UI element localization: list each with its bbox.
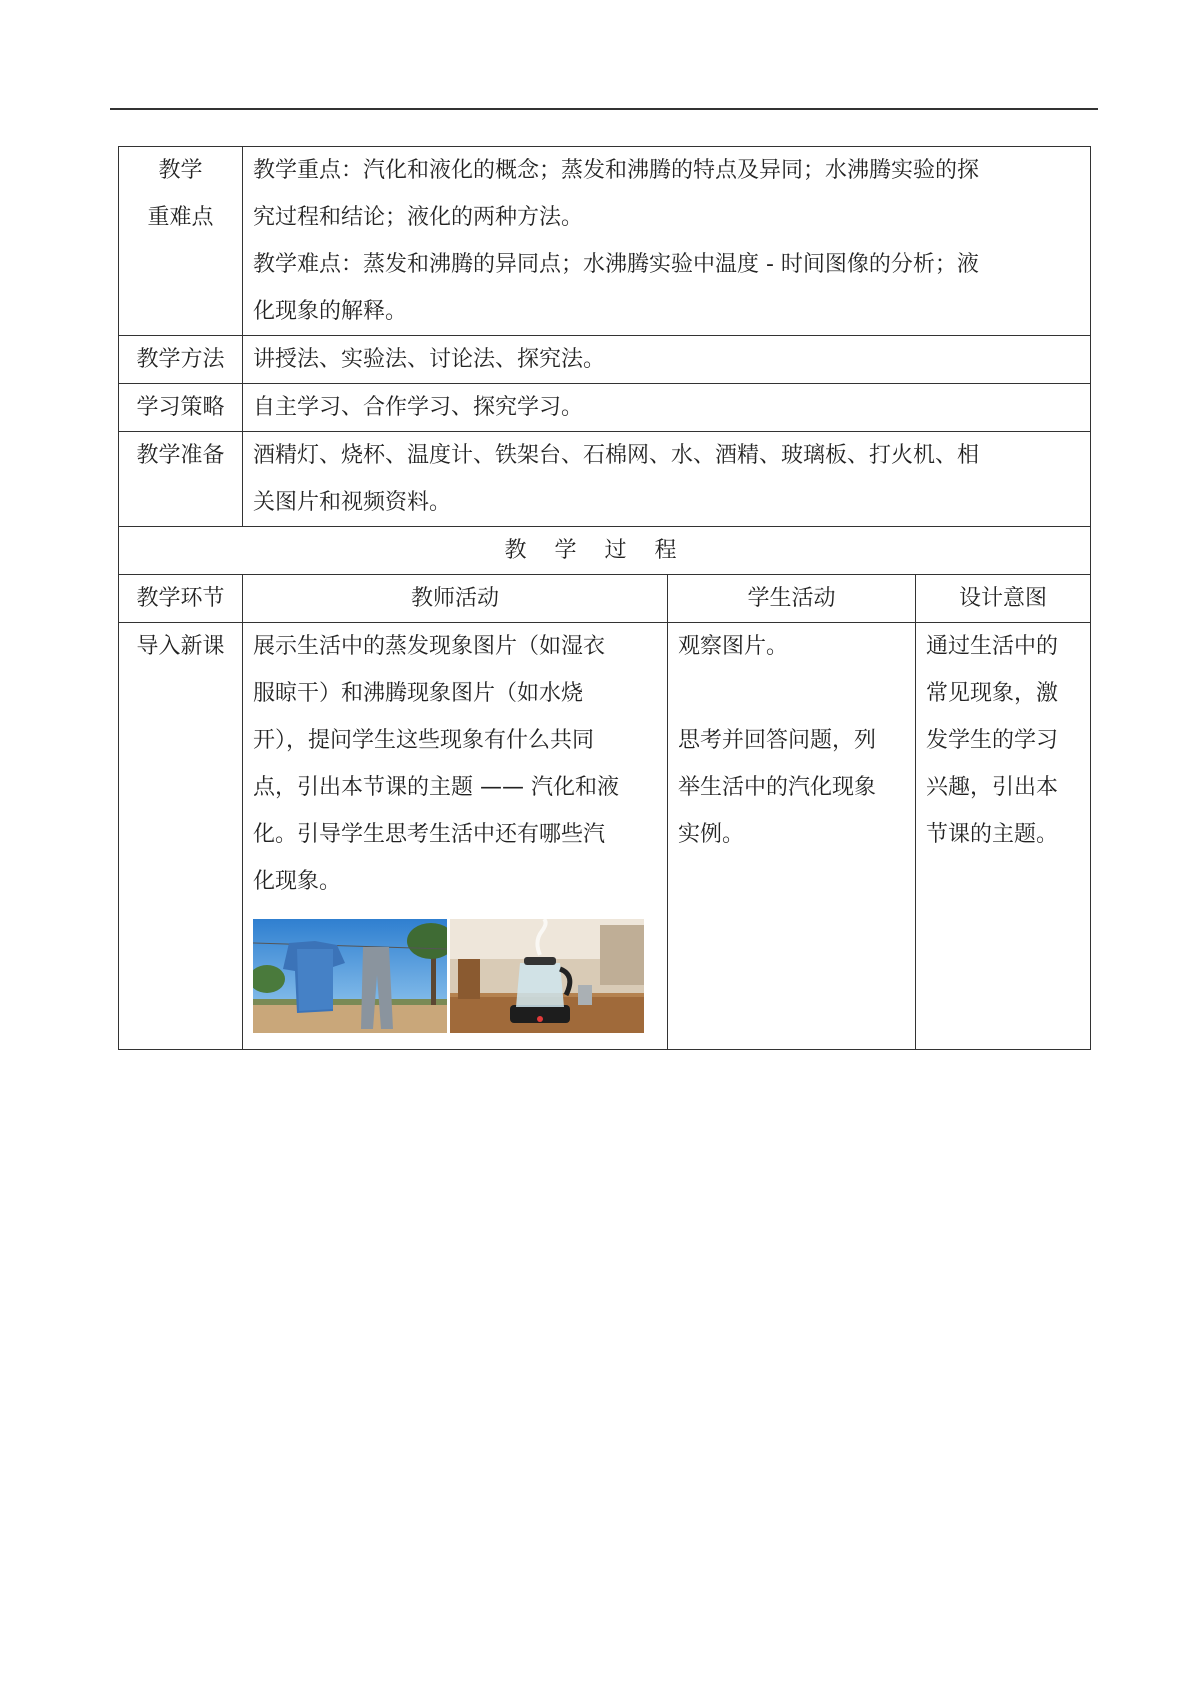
methods-label: 教学方法 [119,336,243,384]
column-header-stage: 教学环节 [119,575,243,623]
intro-stage: 导入新课 [119,623,243,1050]
key-points-label: 教学 重难点 [119,147,243,336]
kettle-boiling-photo [450,919,644,1033]
header-rule [110,108,1098,110]
intro-design-intent: 通过生活中的 常见现象，激 发学生的学习 兴趣，引出本 节课的主题。 [916,623,1091,1050]
methods-row [119,336,1091,384]
intro-row [119,623,1091,1050]
strategy-content: 自主学习、合作学习、探究学习。 [243,384,1091,432]
key-points-content: 教学重点：汽化和液化的概念；蒸发和沸腾的特点及异同；水沸腾实验的探 究过程和结论；液化的两种方法。 教学难点：蒸发和沸腾的异同点；水沸腾实验中温度 - 时间图像的分析；液 化现象的解释。 [243,147,1091,336]
intro-student-activity: 观察图片。 思考并回答问题，列 举生活中的汽化现象 实例。 [668,623,916,1050]
column-header-student: 学生活动 [668,575,916,623]
intro-teacher-activity: 展示生活中的蒸发现象图片（如湿衣 服晾干）和沸腾现象图片（如水烧 开），提问学生这些现象有什么共同 点，引出本节课的主题 —— 汽化和液 化。引导学生思考生活中还有哪些汽 化现象。 [243,623,668,1050]
lesson-plan-table [118,146,1091,1050]
strategy-label: 学习策略 [119,384,243,432]
key-points-row [119,147,1091,336]
column-header-teacher: 教师活动 [243,575,668,623]
column-header-row [119,575,1091,623]
preparation-label: 教学准备 [119,432,243,527]
methods-content: 讲授法、实验法、讨论法、探究法。 [243,336,1091,384]
column-header-intent: 设计意图 [916,575,1091,623]
preparation-row [119,432,1091,527]
process-title-row [119,527,1091,575]
clothes-drying-photo [253,919,447,1033]
strategy-row [119,384,1091,432]
preparation-content: 酒精灯、烧杯、温度计、铁架台、石棉网、水、酒精、玻璃板、打火机、相 关图片和视频资料。 [243,432,1091,527]
process-title: 教学过程 [119,527,1091,575]
intro-photos [253,919,657,1033]
